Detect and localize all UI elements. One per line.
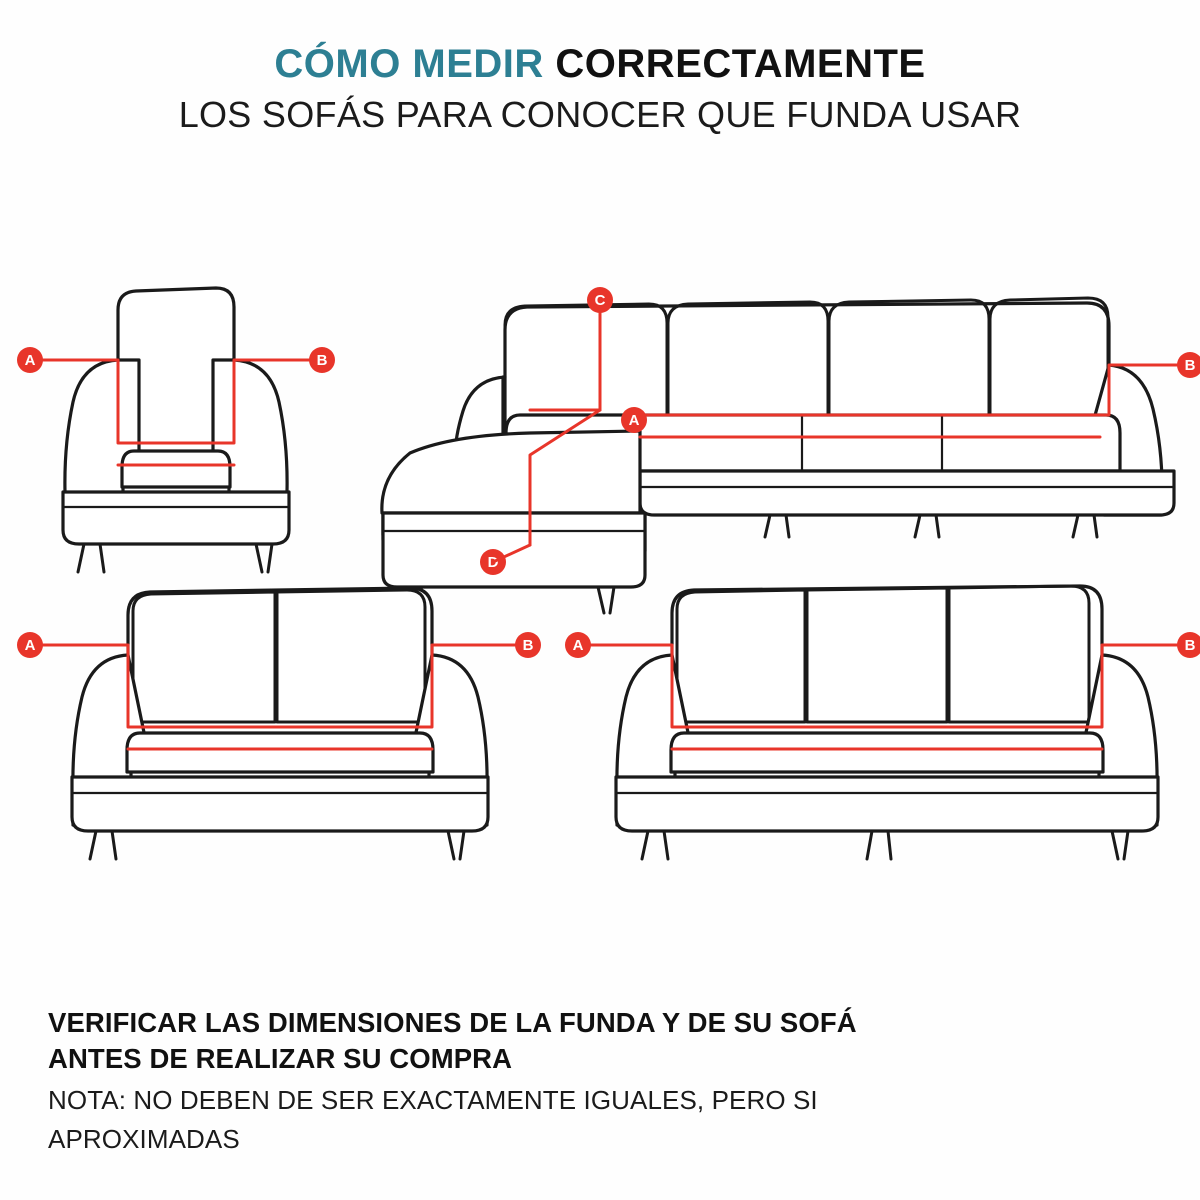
marker-armchair-a-label: A xyxy=(24,352,36,369)
page-title-strong: CORRECTAMENTE xyxy=(555,42,926,86)
marker-armchair-b-label: B xyxy=(316,352,328,369)
footer-note-line-2: APROXIMADAS xyxy=(48,1123,240,1154)
diagram-three-seat-sofa xyxy=(565,586,1200,859)
page-subtitle: LOS SOFÁS PARA CONOCER QUE FUNDA USAR xyxy=(178,93,1022,135)
footer-note-line-1: NOTA: NO DEBEN DE SER EXACTAMENTE IGUALES, PERO SI xyxy=(48,1084,818,1115)
footer-warning-line-1: VERIFICAR LAS DIMENSIONES DE LA FUNDA Y DE SU SOFÁ xyxy=(48,1007,857,1038)
sofa-diagrams xyxy=(0,255,1200,875)
marker-loveseat-b-label: B xyxy=(522,637,534,654)
marker-sectional-d-label: D xyxy=(487,554,499,571)
diagram-loveseat xyxy=(17,588,541,859)
marker-three-seat-a-label: A xyxy=(572,637,584,654)
marker-sectional-c-label: C xyxy=(594,292,606,309)
footer-notes xyxy=(48,1005,1158,1156)
diagram-sectional-sofa xyxy=(382,287,1200,613)
page-title-accent: CÓMO MEDIR xyxy=(274,42,556,86)
diagram-armchair xyxy=(17,288,335,572)
marker-sectional-a-label: A xyxy=(628,412,640,429)
marker-sectional-b-label: B xyxy=(1184,357,1196,374)
page-title xyxy=(0,42,1200,87)
page-header xyxy=(0,42,1200,137)
footer-warning-line-2: ANTES DE REALIZAR SU COMPRA xyxy=(48,1043,513,1075)
marker-three-seat-b-label: B xyxy=(1184,637,1196,654)
marker-loveseat-a-label: A xyxy=(24,637,36,654)
